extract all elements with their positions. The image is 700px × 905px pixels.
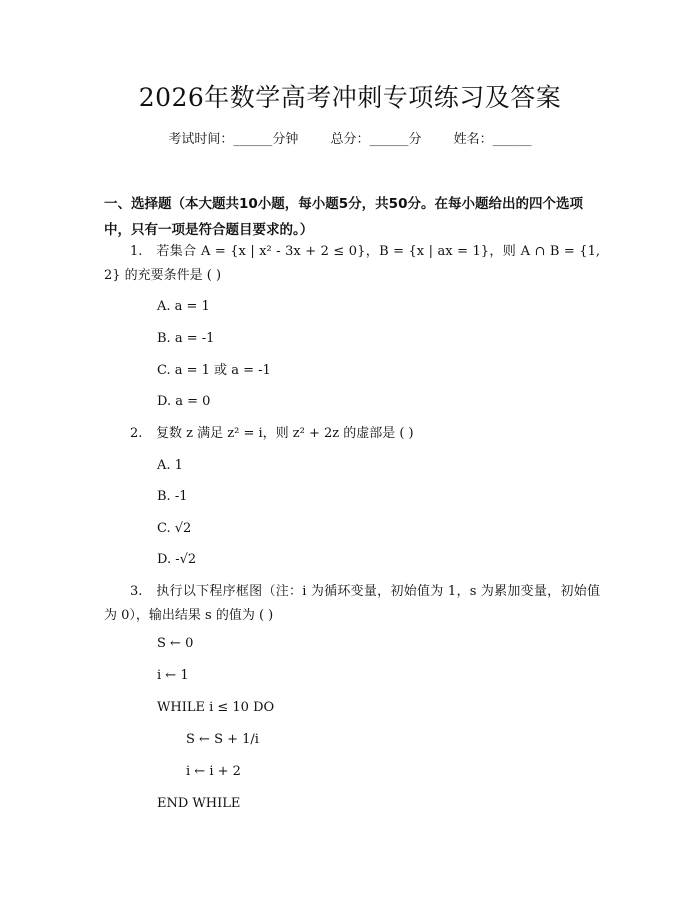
code-line: WHILE i ≤ 10 DO <box>157 700 275 715</box>
option-b: B. a = -1 <box>157 331 215 346</box>
question-3 <box>104 580 600 628</box>
option-c: C. a = 1 或 a = -1 <box>157 363 271 378</box>
section-heading: 一、选择题（本大题共10小题，每小题5分，共50分。在每小题给出的四个选项中，只有一项是符合题目要求的。） <box>104 196 583 238</box>
code-line: i ← 1 <box>157 668 189 683</box>
question-number: 1. <box>130 244 143 259</box>
exam-time-field: 考试时间：______分钟 <box>168 132 299 147</box>
code-line: i ← i + 2 <box>186 764 241 779</box>
option-d: D. -√2 <box>157 552 197 567</box>
question-text: 执行以下程序框图（注：i 为循环变量，初始值为 1，s 为累加变量，初始值为 0），输出结果 s 的值为 ( ) <box>104 584 600 623</box>
code-line: END WHILE <box>157 796 241 811</box>
code-line: S ← S + 1/i <box>186 732 259 747</box>
code-line: S ← 0 <box>157 636 194 651</box>
question-text: 若集合 A = {x | x² - 3x + 2 ≤ 0}，B = {x | ax = 1}，则 A ∩ B = {1, 2} 的充要条件是 ( ) <box>104 244 600 283</box>
question-text: 复数 z 满足 z² = i，则 z² + 2z 的虚部是 ( ) <box>156 426 414 441</box>
question-1 <box>104 240 600 288</box>
option-a: A. 1 <box>157 458 183 473</box>
name-field: 姓名：______ <box>453 132 532 147</box>
exam-info-line <box>0 130 700 150</box>
question-2 <box>104 422 600 446</box>
total-score-field: 总分：______分 <box>330 132 422 147</box>
option-c: C. √2 <box>157 521 192 536</box>
option-a: A. a = 1 <box>157 299 210 314</box>
question-number: 2. <box>130 426 143 441</box>
option-d: D. a = 0 <box>157 394 211 409</box>
option-b: B. -1 <box>157 489 188 504</box>
question-number: 3. <box>130 584 143 599</box>
page-title: 2026年数学高考冲刺专项练习及答案 <box>138 83 562 112</box>
